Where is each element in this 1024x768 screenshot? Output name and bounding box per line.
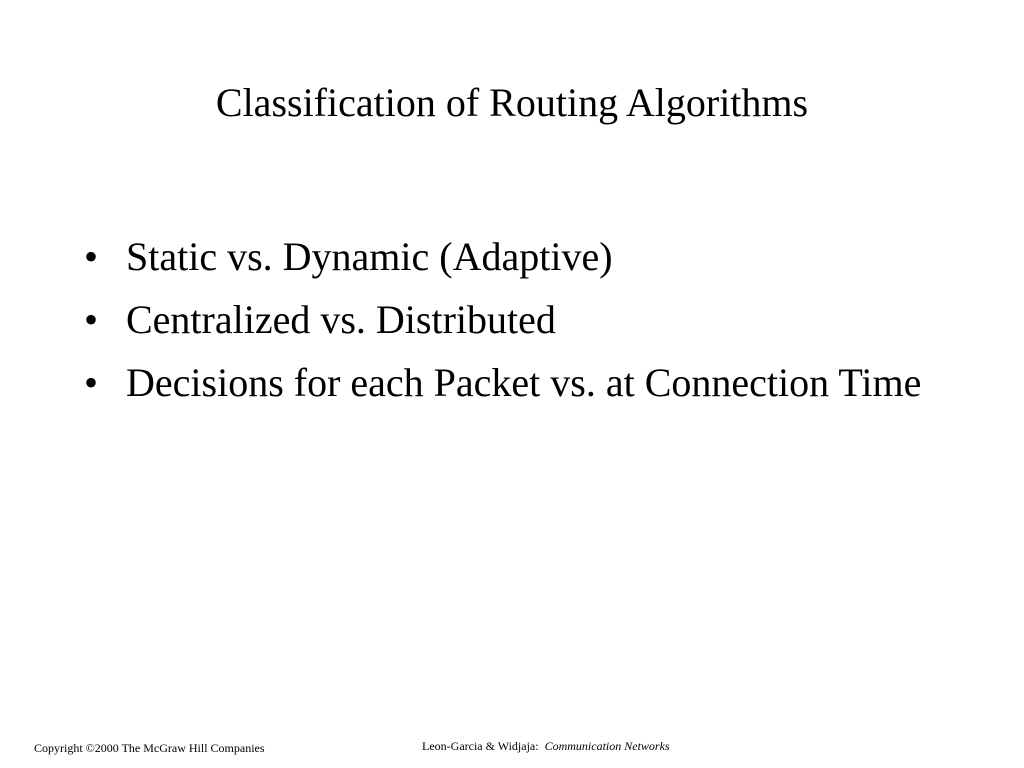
bullet-marker: •	[84, 360, 99, 405]
bullet-list	[84, 230, 984, 419]
bullet-marker: •	[84, 234, 99, 279]
slide-title: Classification of Routing Algorithms	[215, 80, 809, 125]
bullet-item-decisions	[84, 356, 984, 409]
bullet-text: Decisions for each Packet vs. at Connection Time	[126, 360, 922, 405]
footer-copyright: Copyright ©2000 The McGraw Hill Companies	[34, 741, 265, 755]
bullet-item-static-dynamic	[84, 230, 984, 283]
footer-book-title: Communication Networks	[544, 739, 670, 753]
bullet-marker: •	[84, 297, 99, 342]
footer-authors: Leon-Garcia & Widjaja:	[422, 739, 539, 753]
bullet-text: Static vs. Dynamic (Adaptive)	[126, 234, 613, 279]
bullet-item-centralized-distributed	[84, 293, 984, 346]
footer-citation	[422, 738, 670, 754]
bullet-text: Centralized vs. Distributed	[126, 297, 556, 342]
